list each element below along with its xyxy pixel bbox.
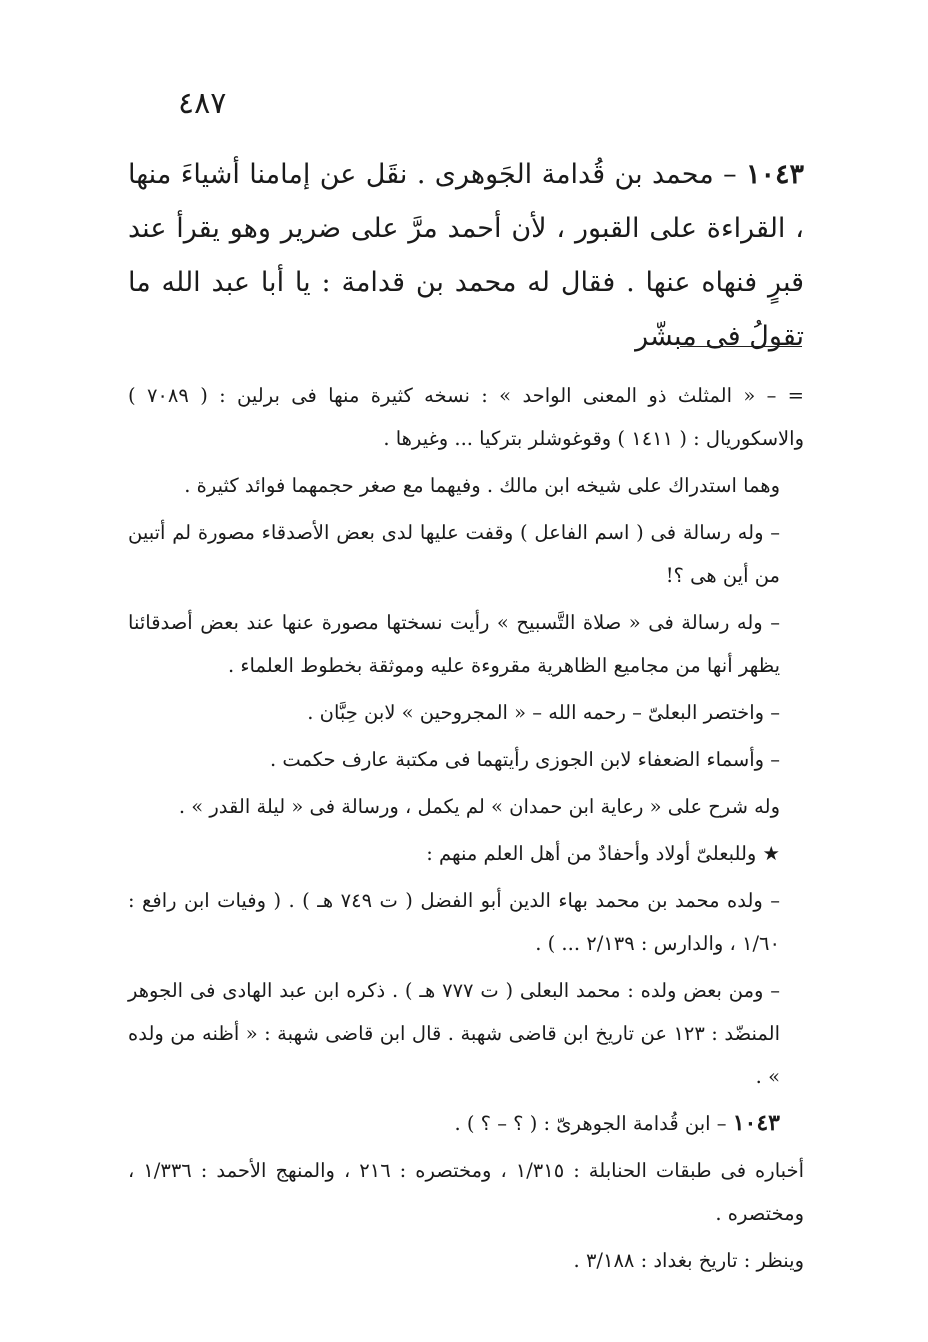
- footnotes: [128, 374, 804, 1286]
- entry-number: ١٠٤٣: [745, 159, 804, 190]
- note-line: – واختصر البعلىّ – رحمه الله – « المجروحين » لابن حِبَّان .: [307, 701, 780, 724]
- note-line: وله شرح على « رعاية ابن حمدان » لم يكمل ، ورسالة فى « ليلة القدر » .: [178, 795, 780, 818]
- second-entry: [128, 1102, 804, 1145]
- page-number: ٤٨٧: [178, 86, 227, 121]
- note-line: – وأسماء الضعفاء لابن الجوزى رأيتهما فى مكتبة عارف حكمت .: [269, 748, 780, 771]
- note-line: – ومن بعض ولده : محمد البعلى ( ت ٧٧٧ هـ ) . ذكره ابن عبد الهادى فى الجوهر المنضّد : ١٢٣ عن تاريخ ابن قاضى شهبة . قال ابن قاضى شهبة : « أظنه من ولده » .: [128, 979, 780, 1088]
- footnote-divider: [680, 346, 802, 347]
- entry-text: – ابن قُدامة الجوهرىّ : ( ؟ – ؟ ) .: [454, 1112, 733, 1135]
- note-line: أخباره فى طبقات الحنابلة : ١/٣١٥ ، ومختصره : ٢١٦ ، والمنهج الأحمد : ١/٣٣٦ ، ومختصره .: [128, 1159, 804, 1225]
- note-line: – وله رسالة فى « صلاة التَّسبيح » رأيت نسختها مصورة عنها عند بعض أصدقائنا يظهر أنها من مجاميع الظاهرية مقروءة عليه وموثقة بخطوط العلماء .: [128, 611, 780, 677]
- entry-text: – محمد بن قُدامة الجَوهرى . نقَل عن إمامنا أشياءَ منها ، القراءة على القبور ، لأن أحمد مرَّ على ضرير وهو يقرأ عند قبرٍ فنهاه عنها . فقال له محمد بن قدامة : يا أبا عبد الله ما تقولُ فى مبشّر: [128, 159, 804, 352]
- main-entry: [128, 148, 804, 364]
- note-line: وينظر : تاريخ بغداد : ٣/١٨٨ .: [573, 1249, 804, 1272]
- entry-number: ١٠٤٣: [732, 1110, 780, 1136]
- note-line: – وله رسالة فى ( اسم الفاعل ) وقفت عليها لدى بعض الأصدقاء مصورة لم أتبين من أين هى ؟!: [128, 521, 780, 587]
- note-line: – ولده محمد بن محمد بهاء الدين أبو الفضل ( ت ٧٤٩ هـ ) . ( وفيات ابن رافع : ١/٦٠ ، والدارس : ٢/١٣٩ ... ) .: [128, 889, 780, 955]
- note-line: ★ وللبعلىّ أولاد وأحفادٌ من أهل العلم منهم :: [426, 842, 780, 865]
- note-line: = – « المثلث ذو المعنى الواحد » : نسخه كثيرة منها فى برلين : ( ٧٠٨٩ ) والاسكوريال : ( ١٤١١ ) وقوغوشلر بتركيا ... وغيرها .: [128, 384, 804, 450]
- note-line: وهما استدراك على شيخه ابن مالك . وفيهما مع صغر حجمهما فوائد كثيرة .: [184, 474, 780, 497]
